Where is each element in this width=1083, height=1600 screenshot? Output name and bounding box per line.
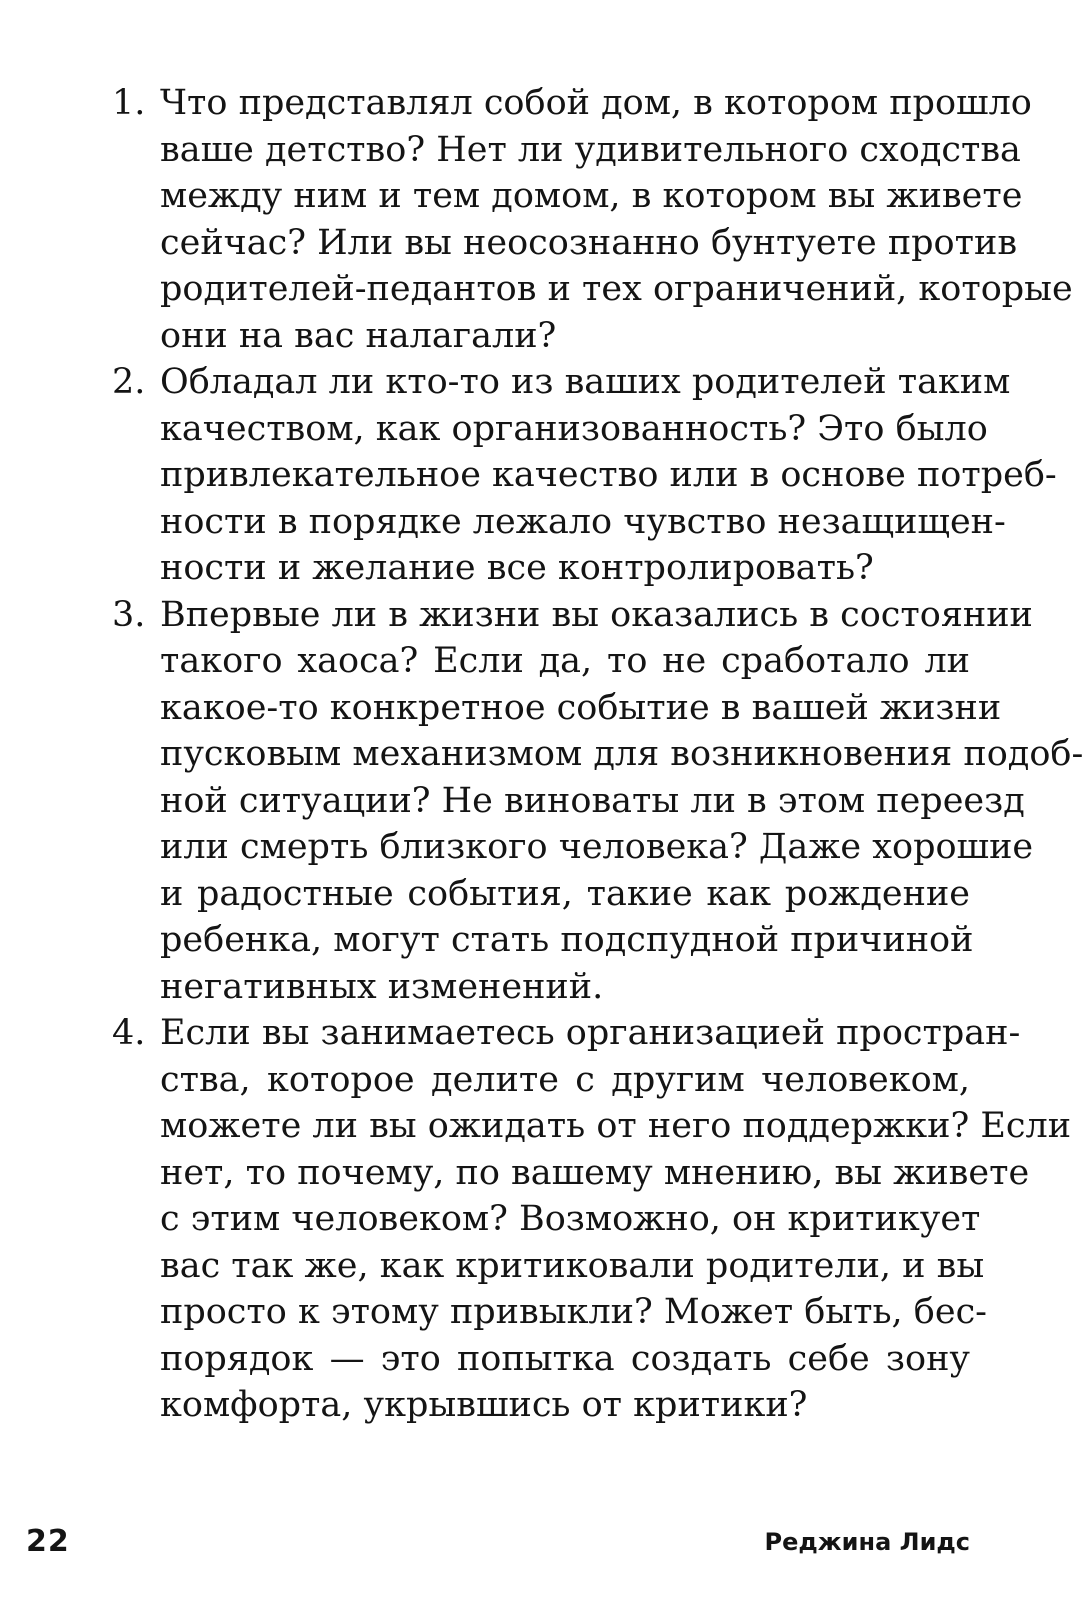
text-line: Если вы занимаетесь организацией простран- bbox=[160, 1013, 1021, 1053]
text-line: Что представлял собой дом, в котором прошло bbox=[160, 83, 1032, 123]
text-line: сейчас? Или вы неосознанно бунтуете против bbox=[160, 222, 1018, 263]
item-number: 1. bbox=[112, 83, 146, 123]
text-line: негативных изменений. bbox=[160, 966, 604, 1007]
text-line: Впервые ли в жизни вы оказались в состоянии bbox=[160, 594, 1033, 635]
text-line: ства, которое делите с другим человеком, bbox=[160, 1059, 970, 1100]
text-line: вас так же, как критиковали родители, и вы bbox=[160, 1245, 985, 1286]
text-line: пусковым механизмом для возникновения подоб- bbox=[160, 734, 1083, 774]
text-line: ваше детство? Нет ли удивительного сходства bbox=[160, 129, 1021, 170]
question-list bbox=[112, 80, 1083, 1429]
item-number: 3. bbox=[112, 594, 146, 635]
text-line: привлекательное качество или в основе потреб- bbox=[160, 455, 1057, 495]
text-line: ности в порядке лежало чувство незащищен- bbox=[160, 501, 1006, 542]
text-line: нет, то почему, по вашему мнению, вы живете bbox=[160, 1152, 1030, 1193]
text-line: качеством, как организованность? Это было bbox=[160, 408, 988, 449]
text-line: просто к этому привыкли? Может быть, бес- bbox=[160, 1292, 988, 1332]
text-line: с этим человеком? Возможно, он критикует bbox=[160, 1199, 981, 1239]
text-line: можете ли вы ожидать от него поддержки? Если bbox=[160, 1106, 1072, 1146]
text-line: между ним и тем домом, в котором вы живете bbox=[160, 176, 1023, 216]
text-line: родителей-педантов и тех ограничений, которые bbox=[160, 269, 1073, 309]
text-line: какое-то конкретное событие в вашей жизни bbox=[160, 687, 1002, 728]
text-line: Обладал ли кто-то из ваших родителей таким bbox=[160, 362, 1011, 402]
text-line: и радостные события, такие как рождение bbox=[160, 873, 970, 914]
list-item bbox=[112, 359, 1057, 592]
page-footer bbox=[26, 1524, 970, 1564]
text-line: ребенка, могут стать подспудной причиной bbox=[160, 920, 974, 960]
item-number: 4. bbox=[112, 1013, 146, 1053]
list-item bbox=[112, 80, 1073, 359]
page-number: 22 bbox=[26, 1524, 70, 1559]
text-line: порядок — это попытка создать себе зону bbox=[160, 1338, 970, 1379]
author-name: Реджина Лидс bbox=[764, 1528, 970, 1556]
text-line: комфорта, укрывшись от критики? bbox=[160, 1385, 808, 1425]
text-line: такого хаоса? Если да, то не сработало ли bbox=[160, 641, 970, 681]
text-line: или смерть близкого человека? Даже хорошие bbox=[160, 827, 1034, 867]
text-line: они на вас налагали? bbox=[160, 315, 557, 356]
item-number: 2. bbox=[112, 362, 146, 402]
list-item bbox=[112, 592, 1083, 1011]
list-item bbox=[112, 1010, 1072, 1429]
text-line: ной ситуации? Не виноваты ли в этом переезд bbox=[160, 780, 1025, 821]
text-line: ности и желание все контролировать? bbox=[160, 548, 874, 588]
